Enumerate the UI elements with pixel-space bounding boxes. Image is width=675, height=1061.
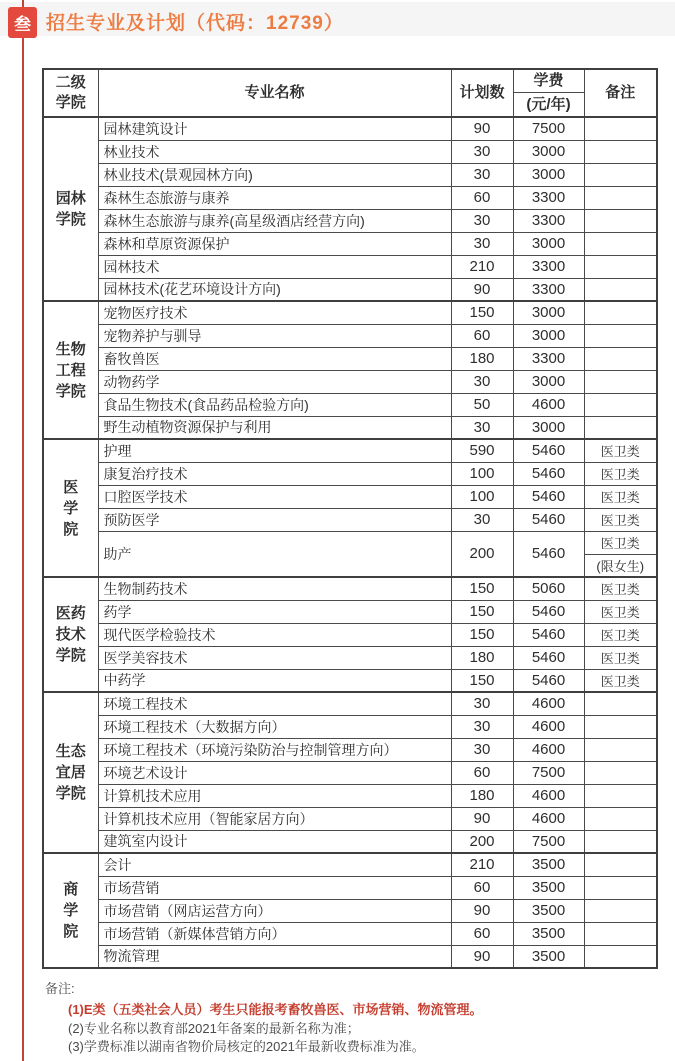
plan-count-cell: 150 (451, 600, 513, 623)
major-row (43, 692, 657, 715)
fee-cell: 4600 (513, 692, 584, 715)
major-row (43, 646, 657, 669)
header-fee-label: 学费 (514, 70, 584, 93)
note-cell: 医卫类 (584, 669, 657, 692)
plan-count-cell: 210 (451, 853, 513, 876)
note-cell (584, 117, 657, 140)
college-name-line: 学院 (55, 211, 86, 228)
plan-count-cell: 60 (451, 922, 513, 945)
college-cell (43, 577, 98, 692)
college-name-line: 宜居 (55, 764, 86, 781)
major-row (43, 876, 657, 899)
major-row (43, 370, 657, 393)
major-name-cell: 计算机技术应用 (98, 784, 451, 807)
major-row (43, 416, 657, 439)
plan-count-cell: 200 (451, 830, 513, 853)
fee-cell: 3500 (513, 899, 584, 922)
plan-count-cell: 90 (451, 278, 513, 301)
fee-cell: 4600 (513, 784, 584, 807)
header-row (43, 69, 657, 117)
plan-count-cell: 30 (451, 416, 513, 439)
major-name-cell: 宠物养护与驯导 (98, 324, 451, 347)
major-name-cell: 园林技术(花艺环境设计方向) (98, 278, 451, 301)
note-cell (584, 945, 657, 968)
major-name-cell: 康复治疗技术 (98, 462, 451, 485)
college-name-line: 园林 (55, 190, 86, 207)
plan-count-cell: 210 (451, 255, 513, 278)
fee-cell: 4600 (513, 807, 584, 830)
plan-count-cell: 30 (451, 508, 513, 531)
major-row (43, 623, 657, 646)
footnote-item: (3)学费标准以湖南省物价局核定的2021年最新收费标准为准。 (68, 1039, 425, 1054)
major-row (43, 186, 657, 209)
header-fee-unit: (元/年) (526, 95, 571, 113)
note-cell (584, 876, 657, 899)
major-row (43, 278, 657, 301)
major-row (43, 324, 657, 347)
plan-count-cell: 150 (451, 577, 513, 600)
footnotes-list (45, 1001, 655, 1057)
major-name-cell: 生物制药技术 (98, 577, 451, 600)
note-cell (584, 784, 657, 807)
major-row (43, 508, 657, 531)
major-row (43, 922, 657, 945)
major-row (43, 738, 657, 761)
major-row (43, 761, 657, 784)
header-college (43, 69, 98, 117)
note-cell (584, 692, 657, 715)
note-cell (584, 416, 657, 439)
fee-cell: 3000 (513, 140, 584, 163)
major-row (43, 347, 657, 370)
major-row (43, 577, 657, 600)
header-college-line2: 学院 (55, 94, 86, 111)
fee-cell: 3500 (513, 922, 584, 945)
major-name-cell: 现代医学检验技术 (98, 623, 451, 646)
note-cell (584, 830, 657, 853)
major-row (43, 163, 657, 186)
college-name-line: 生物 (55, 340, 86, 358)
note-cell (584, 209, 657, 232)
major-name-cell: 畜牧兽医 (98, 347, 451, 370)
plan-count-cell: 30 (451, 692, 513, 715)
note-cell (584, 186, 657, 209)
fee-cell: 3300 (513, 186, 584, 209)
major-name-cell: 医学美容技术 (98, 646, 451, 669)
fee-cell: 3000 (513, 301, 584, 324)
plan-count-cell: 60 (451, 324, 513, 347)
college-cell (43, 439, 98, 577)
major-row (43, 140, 657, 163)
footnotes (45, 978, 655, 1057)
college-name-line: 学 (63, 902, 79, 919)
plan-count-cell: 50 (451, 393, 513, 416)
major-name-cell: 园林建筑设计 (98, 117, 451, 140)
major-name-cell: 预防医学 (98, 508, 451, 531)
major-name-cell: 市场营销（新媒体营销方向） (98, 922, 451, 945)
major-name-cell: 助产 (98, 531, 451, 577)
major-name-cell: 市场营销 (98, 876, 451, 899)
major-name-cell: 会计 (98, 853, 451, 876)
note-cell (584, 853, 657, 876)
fee-cell: 4600 (513, 715, 584, 738)
fee-cell: 3500 (513, 945, 584, 968)
college-name-line: 学院 (55, 382, 86, 400)
major-name-cell: 计算机技术应用（智能家居方向） (98, 807, 451, 830)
major-name-cell: 口腔医学技术 (98, 485, 451, 508)
fee-cell: 3500 (513, 876, 584, 899)
fee-cell: 5460 (513, 623, 584, 646)
major-name-cell: 动物药学 (98, 370, 451, 393)
major-row (43, 232, 657, 255)
plan-count-cell: 30 (451, 370, 513, 393)
plan-count-cell: 180 (451, 784, 513, 807)
plan-count-cell: 30 (451, 209, 513, 232)
fee-cell: 5460 (513, 531, 584, 577)
plan-count-cell: 60 (451, 876, 513, 899)
major-row (43, 784, 657, 807)
note-cell (584, 761, 657, 784)
major-name-cell: 市场营销（网店运营方向） (98, 899, 451, 922)
footnote-item: (2)专业名称以教育部2021年备案的最新名称为准； (68, 1020, 360, 1036)
fee-cell: 3300 (513, 278, 584, 301)
fee-cell: 3000 (513, 416, 584, 439)
major-row (43, 209, 657, 232)
note-cell (584, 140, 657, 163)
major-name-cell: 建筑室内设计 (98, 830, 451, 853)
plan-count-cell: 180 (451, 646, 513, 669)
major-name-cell: 森林生态旅游与康养(高星级酒店经营方向) (98, 209, 451, 232)
college-name-line: 生态 (55, 743, 86, 760)
footnotes-label: 备注: (45, 981, 75, 996)
note-cell (584, 163, 657, 186)
fee-cell: 4600 (513, 738, 584, 761)
plan-count-cell: 60 (451, 761, 513, 784)
major-name-cell: 环境工程技术（环境污染防治与控制管理方向） (98, 738, 451, 761)
major-row (43, 669, 657, 692)
college-name-line: 工程 (55, 361, 86, 379)
major-name-cell: 药学 (98, 600, 451, 623)
note-cell (584, 278, 657, 301)
note-cell (584, 899, 657, 922)
section-number: 叁 (14, 15, 31, 34)
fee-cell: 5460 (513, 646, 584, 669)
note-cell: 医卫类 (584, 600, 657, 623)
note-cell: 医卫类 (584, 531, 657, 554)
fee-cell: 5460 (513, 600, 584, 623)
table-body (43, 117, 657, 968)
major-name-cell: 野生动植物资源保护与利用 (98, 416, 451, 439)
note-cell (584, 393, 657, 416)
note-cell (584, 232, 657, 255)
plan-count-cell: 100 (451, 462, 513, 485)
fee-cell: 5060 (513, 577, 584, 600)
major-name-cell: 中药学 (98, 669, 451, 692)
college-name-line: 院 (63, 520, 79, 538)
college-cell (43, 853, 98, 968)
note-cell: 医卫类 (584, 439, 657, 462)
major-row (43, 853, 657, 876)
college-name-line: 技术 (55, 626, 86, 643)
major-name-cell: 森林生态旅游与康养 (98, 186, 451, 209)
header-college-line1: 二级 (55, 74, 86, 91)
major-row (43, 830, 657, 853)
section-number-badge (8, 7, 37, 38)
major-name-cell: 森林和草原资源保护 (98, 232, 451, 255)
footnote-item: (1)E类（五类社会人员）考生只能报考畜牧兽医、市场营销、物流管理。 (68, 1002, 483, 1017)
note-cell: 医卫类 (584, 623, 657, 646)
major-name-cell: 环境艺术设计 (98, 761, 451, 784)
fee-cell: 3000 (513, 324, 584, 347)
major-name-cell: 环境工程技术 (98, 692, 451, 715)
plan-count-cell: 90 (451, 117, 513, 140)
header-major: 专业名称 (98, 69, 451, 117)
major-row (43, 301, 657, 324)
college-name-line: 学院 (55, 785, 86, 802)
fee-cell: 3000 (513, 232, 584, 255)
major-name-cell: 食品生物技术(食品药品检验方向) (98, 393, 451, 416)
major-row (43, 393, 657, 416)
major-name-cell: 护理 (98, 439, 451, 462)
major-row (43, 899, 657, 922)
major-row (43, 255, 657, 278)
fee-cell: 3500 (513, 853, 584, 876)
college-name-line: 医 (63, 478, 79, 496)
note-cell: 医卫类 (584, 485, 657, 508)
fee-cell: 3300 (513, 209, 584, 232)
header-fee (513, 69, 584, 117)
fee-cell: 5460 (513, 439, 584, 462)
left-red-rule (22, 0, 24, 1061)
note-cell: 医卫类 (584, 646, 657, 669)
fee-cell: 5460 (513, 485, 584, 508)
fee-cell: 5460 (513, 508, 584, 531)
major-row (43, 117, 657, 140)
plan-count-cell: 100 (451, 485, 513, 508)
college-name-line: 学 (63, 499, 79, 517)
fee-cell: 5460 (513, 669, 584, 692)
note-cell (584, 255, 657, 278)
major-name-cell: 宠物医疗技术 (98, 301, 451, 324)
note-cell (584, 738, 657, 761)
plan-count-cell: 200 (451, 531, 513, 577)
note-cell (584, 807, 657, 830)
plan-count-cell: 30 (451, 738, 513, 761)
major-name-cell: 林业技术(景观园林方向) (98, 163, 451, 186)
plan-count-cell: 90 (451, 807, 513, 830)
page-title: 招生专业及计划（代码：12739） (46, 13, 344, 34)
note-cell (584, 922, 657, 945)
major-row (43, 715, 657, 738)
fee-cell: 3000 (513, 370, 584, 393)
fee-cell: 7500 (513, 117, 584, 140)
college-cell (43, 692, 98, 853)
major-row (43, 600, 657, 623)
fee-cell: 5460 (513, 462, 584, 485)
plan-count-cell: 30 (451, 140, 513, 163)
fee-cell: 7500 (513, 761, 584, 784)
major-name-cell: 园林技术 (98, 255, 451, 278)
fee-cell: 3300 (513, 255, 584, 278)
college-cell (43, 301, 98, 439)
plan-count-cell: 150 (451, 669, 513, 692)
header-plan: 计划数 (451, 69, 513, 117)
fee-cell: 4600 (513, 393, 584, 416)
note-cell (584, 347, 657, 370)
major-name-cell: 环境工程技术（大数据方向） (98, 715, 451, 738)
plan-count-cell: 90 (451, 899, 513, 922)
plan-count-cell: 180 (451, 347, 513, 370)
plan-count-cell: 30 (451, 715, 513, 738)
college-name-line: 医药 (55, 605, 86, 622)
header-note: 备注 (584, 69, 657, 117)
major-row (43, 531, 657, 554)
plan-count-cell: 30 (451, 232, 513, 255)
note-cell (584, 301, 657, 324)
note-cell (584, 324, 657, 347)
plan-count-cell: 90 (451, 945, 513, 968)
major-name-cell: 物流管理 (98, 945, 451, 968)
major-row (43, 439, 657, 462)
note-cell (584, 715, 657, 738)
major-row (43, 945, 657, 968)
plan-count-cell: 30 (451, 163, 513, 186)
fee-cell: 7500 (513, 830, 584, 853)
plan-count-cell: 60 (451, 186, 513, 209)
note-cell (584, 370, 657, 393)
plan-count-cell: 150 (451, 623, 513, 646)
college-name-line: 院 (63, 923, 79, 940)
fee-cell: 3000 (513, 163, 584, 186)
note-cell: 医卫类 (584, 462, 657, 485)
college-name-line: 学院 (55, 647, 86, 664)
note-cell: 医卫类 (584, 508, 657, 531)
note-secondary-cell: (限女生) (584, 554, 657, 577)
major-row (43, 462, 657, 485)
major-row (43, 485, 657, 508)
fee-cell: 3300 (513, 347, 584, 370)
college-name-line: 商 (63, 881, 79, 898)
college-cell (43, 117, 98, 301)
plan-count-cell: 150 (451, 301, 513, 324)
table-header (43, 69, 657, 117)
major-row (43, 807, 657, 830)
note-cell: 医卫类 (584, 577, 657, 600)
enrollment-plan-table (42, 68, 658, 969)
major-name-cell: 林业技术 (98, 140, 451, 163)
plan-count-cell: 590 (451, 439, 513, 462)
